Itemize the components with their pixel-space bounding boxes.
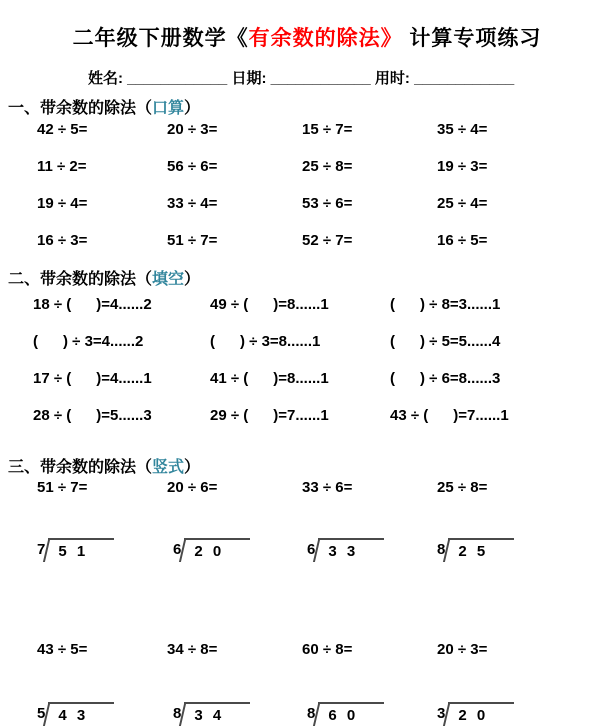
problem-item: 33 ÷ 6= xyxy=(302,479,353,496)
longdiv-problem xyxy=(307,538,437,563)
longdiv-problem xyxy=(37,702,173,727)
longdiv-dividend: 4 3 xyxy=(48,702,114,727)
section3-equations-row1 xyxy=(37,480,614,496)
section1-tag: 口算 xyxy=(152,100,185,117)
problem-item: 33 ÷ 4= xyxy=(167,195,218,212)
longdiv-row2 xyxy=(37,702,614,727)
paren-open: （ xyxy=(136,459,153,476)
problem-item: 16 ÷ 5= xyxy=(437,232,488,249)
paren-open: （ xyxy=(136,100,153,117)
paren-close: ） xyxy=(184,271,201,288)
longdiv-divisor: 3 xyxy=(437,705,446,722)
section3-heading xyxy=(8,454,614,477)
paren-open: （ xyxy=(136,271,153,288)
longdiv-dividend: 2 5 xyxy=(448,538,514,563)
info-line xyxy=(88,67,614,88)
problem-item: 35 ÷ 4= xyxy=(437,121,488,138)
problem-item: 60 ÷ 8= xyxy=(302,641,353,658)
problem-item: 17 ÷ ( )=4......1 xyxy=(33,370,152,387)
page-title xyxy=(0,0,614,52)
title-prefix: 二年级下册数学《 xyxy=(72,27,249,50)
section1-heading-text: 一、带余数的除法 xyxy=(8,100,137,117)
problem-item: 15 ÷ 7= xyxy=(302,121,353,138)
problem-item: 42 ÷ 5= xyxy=(37,121,88,138)
problem-item: 11 ÷ 2= xyxy=(37,158,87,175)
problem-item: 29 ÷ ( )=7......1 xyxy=(210,407,329,424)
problem-item: ( ) ÷ 5=5......4 xyxy=(390,333,501,350)
longdiv-problem xyxy=(173,702,307,727)
problem-item: 34 ÷ 8= xyxy=(167,641,218,658)
section3-tag: 竖式 xyxy=(152,459,185,476)
section2-tag: 填空 xyxy=(152,271,185,288)
problem-item: 43 ÷ 5= xyxy=(37,641,88,658)
longdiv-problem xyxy=(307,702,437,727)
longdiv-divisor: 6 xyxy=(307,541,316,558)
problem-item: ( ) ÷ 8=3......1 xyxy=(390,296,501,313)
title-highlight: 有余数的除法》 xyxy=(248,27,403,50)
paren-close: ） xyxy=(184,100,201,117)
longdiv-problem xyxy=(37,538,173,563)
section3-equations-row2 xyxy=(37,642,614,658)
paren-close: ） xyxy=(184,459,201,476)
problem-item: 20 ÷ 3= xyxy=(437,641,488,658)
longdiv-divisor: 8 xyxy=(437,541,446,558)
problem-item: ( ) ÷ 6=8......3 xyxy=(390,370,501,387)
problem-item: 52 ÷ 7= xyxy=(302,232,353,249)
title-suffix: 计算专项练习 xyxy=(402,27,542,50)
longdiv-dividend: 2 0 xyxy=(448,702,514,727)
problem-item: 25 ÷ 4= xyxy=(437,195,488,212)
section2-heading-text: 二、带余数的除法 xyxy=(8,271,137,288)
date-label: 日期: xyxy=(227,70,271,87)
problem-item: 25 ÷ 8= xyxy=(302,158,353,175)
section3-heading-text: 三、带余数的除法 xyxy=(8,459,137,476)
problem-item: 19 ÷ 4= xyxy=(37,195,88,212)
longdiv-divisor: 6 xyxy=(173,541,182,558)
date-blank: ____________ xyxy=(270,70,371,87)
problem-item: 16 ÷ 3= xyxy=(37,232,88,249)
problem-item: ( ) ÷ 3=4......2 xyxy=(33,333,144,350)
problem-item: 56 ÷ 6= xyxy=(167,158,218,175)
problem-item: 49 ÷ ( )=8......1 xyxy=(210,296,329,313)
name-label: 姓名: xyxy=(88,70,128,87)
longdiv-divisor: 7 xyxy=(37,541,46,558)
longdiv-dividend: 3 3 xyxy=(318,538,384,563)
longdiv-dividend: 3 4 xyxy=(184,702,250,727)
problem-item: 18 ÷ ( )=4......2 xyxy=(33,296,152,313)
problem-item: ( ) ÷ 3=8......1 xyxy=(210,333,321,350)
longdiv-problem xyxy=(173,538,307,563)
problem-item: 51 ÷ 7= xyxy=(37,479,88,496)
longdiv-divisor: 5 xyxy=(37,705,46,722)
time-label: 用时: xyxy=(370,70,415,87)
longdiv-problem xyxy=(437,702,614,727)
longdiv-dividend: 6 0 xyxy=(318,702,384,727)
name-blank: ____________ xyxy=(127,70,228,87)
longdiv-row1 xyxy=(37,538,614,563)
section2-problems xyxy=(33,297,614,445)
time-blank: ____________ xyxy=(414,70,515,87)
section1-problems xyxy=(37,122,614,270)
problem-item: 28 ÷ ( )=5......3 xyxy=(33,407,152,424)
longdiv-divisor: 8 xyxy=(307,705,316,722)
longdiv-dividend: 2 0 xyxy=(184,538,250,563)
problem-item: 51 ÷ 7= xyxy=(167,232,218,249)
section1-heading xyxy=(8,95,614,118)
problem-item: 25 ÷ 8= xyxy=(437,479,488,496)
problem-item: 41 ÷ ( )=8......1 xyxy=(210,370,329,387)
problem-item: 19 ÷ 3= xyxy=(437,158,488,175)
longdiv-dividend: 5 1 xyxy=(48,538,114,563)
problem-item: 20 ÷ 3= xyxy=(167,121,218,138)
problem-item: 43 ÷ ( )=7......1 xyxy=(390,407,509,424)
longdiv-divisor: 8 xyxy=(173,705,182,722)
problem-item: 53 ÷ 6= xyxy=(302,195,353,212)
longdiv-problem xyxy=(437,538,614,563)
problem-item: 20 ÷ 6= xyxy=(167,479,218,496)
